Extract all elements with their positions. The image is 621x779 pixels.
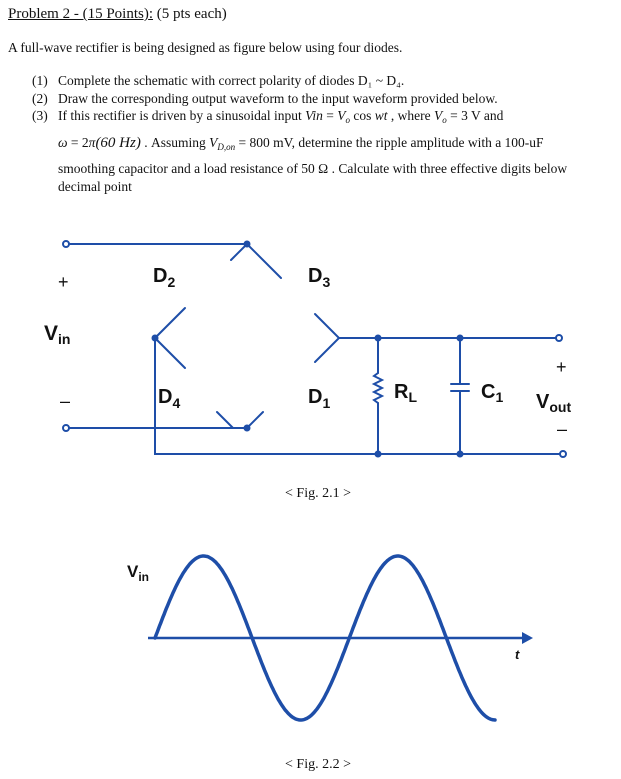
rl-label: $R_L$ [394, 381, 418, 405]
var-pi: π [88, 134, 96, 150]
var-vin: Vin [305, 108, 323, 123]
d2-label: $D_2$ [153, 265, 176, 290]
problem-intro: A full-wave rectifier is being designed as figure below using four diodes. [8, 40, 403, 55]
input-waveform-plot [0, 545, 621, 745]
var-vdon-sub: D,on [217, 141, 236, 152]
text-segment: . Assuming [140, 134, 210, 150]
waveform-vin-label: $V_{in}$ [127, 562, 150, 584]
task-text: Draw the corresponding output waveform to the input waveform provided below. [58, 90, 498, 106]
task-number: (1) [32, 73, 48, 88]
problem-title-points: Problem 2 - (15 Points) [8, 6, 149, 22]
var-omega: ω [58, 134, 68, 150]
var-hz: (60 Hz) [95, 134, 141, 151]
vin-label: Vin [44, 322, 71, 347]
text-segment: = [322, 108, 338, 123]
junction-cap-bottom [457, 451, 464, 458]
task-text-line3: smoothing capacitor and a load resistance of 50 Ω . Calculate with three effective digits below [58, 161, 568, 176]
bridge-right-upper [231, 244, 281, 278]
junction-bottom [244, 425, 251, 432]
time-axis-arrow [522, 632, 533, 644]
text-segment: cos [349, 108, 375, 123]
output-terminal-top [556, 335, 562, 341]
input-plus-label: + [58, 272, 69, 292]
task-list [32, 72, 617, 195]
var-vdon: V [209, 134, 218, 150]
task-item-1 [32, 72, 617, 90]
fig1-caption: < Fig. 2.1 > [285, 486, 351, 501]
var-vo: V [433, 108, 443, 123]
text-segment: = 2 [67, 134, 89, 150]
bridge-right-node [315, 314, 339, 362]
c1-label: $C_1$ [481, 381, 504, 405]
vout-label: $V_{out}$ [536, 391, 572, 415]
task-text-line2 [32, 130, 617, 157]
task-text: Complete the schematic with correct polarity of diodes D₁ ~ D₄. [58, 73, 405, 88]
time-axis-label: t [515, 647, 520, 662]
task-item-2 [32, 90, 617, 108]
text-segment: = 3 V and [446, 108, 504, 123]
task-text-line4: decimal point [58, 178, 132, 194]
bridge-left-upper [155, 308, 185, 338]
task-text-line1 [58, 107, 503, 130]
input-minus-label: – [60, 391, 71, 411]
text-segment: , where [387, 108, 434, 123]
bridge-left-lower [155, 338, 185, 368]
d4-label: $D_4$ [158, 386, 181, 411]
junction-rl-top [375, 335, 382, 342]
problem-title [8, 6, 227, 23]
output-minus-label: – [557, 419, 568, 439]
bridge-right-lower [217, 412, 263, 428]
junction-left [152, 335, 159, 342]
text-segment: If this rectifier is driven by a sinusoidal input [58, 108, 306, 123]
task-item-3 [32, 107, 617, 130]
rectifier-schematic [0, 225, 621, 495]
var-vo: V [337, 108, 346, 123]
output-plus-label: + [556, 357, 567, 377]
text-segment: = 800 mV, determine the ripple amplitude with a 100-uF [235, 134, 544, 150]
problem-title-each: (5 pts each) [153, 6, 227, 22]
var-wt: wt [374, 108, 388, 123]
problem-title-colon: : [148, 6, 154, 22]
var-vo-sub: o [345, 115, 350, 125]
junction-rl-bottom [375, 451, 382, 458]
resistor-zigzag [374, 373, 382, 403]
junction-cap-top [457, 335, 464, 342]
junction-top [244, 241, 251, 248]
task-number: (2) [32, 90, 48, 106]
d1-label: $D_1$ [308, 386, 331, 411]
fig2-caption: < Fig. 2.2 > [285, 757, 351, 772]
output-terminal-bottom [560, 451, 566, 457]
var-vo-sub: o [442, 115, 447, 125]
task-number: (3) [32, 108, 48, 123]
d3-label: $D_3$ [308, 265, 331, 290]
